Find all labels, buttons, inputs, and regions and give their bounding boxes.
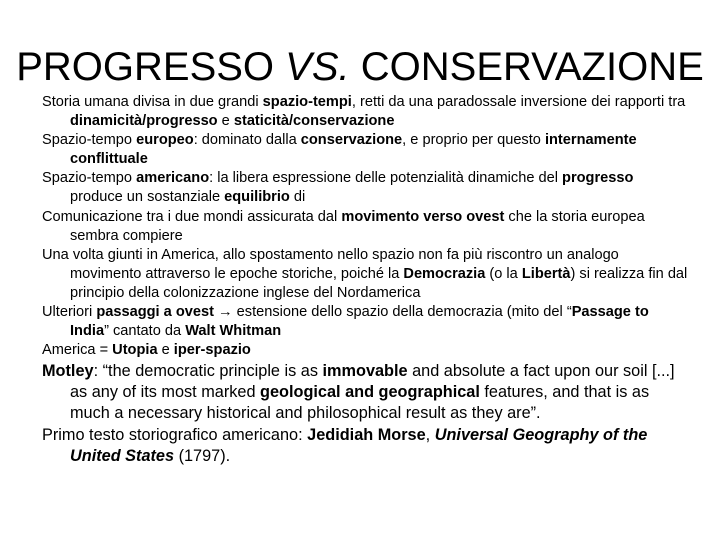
paragraph	[42, 131, 690, 169]
title-part-1: PROGRESSO	[16, 45, 286, 89]
paragraph	[42, 361, 690, 423]
text-segment: , e proprio per questo	[402, 132, 545, 149]
text-segment: features, and that is as much a necessary historical and philosophical result as they are”.	[70, 383, 650, 422]
text-segment: ,	[425, 425, 435, 444]
title-part-2: CONSERVAZIONE	[349, 45, 704, 89]
text-segment: ) si realizza fin dal principio della colonizzazione inglese del Nordamerica	[70, 265, 688, 301]
text-segment: and absolute a fact upon our soil [...] as any of its most marked	[70, 362, 675, 402]
text-segment: America =	[42, 342, 113, 359]
text-segment: produce un sostanziale	[70, 189, 225, 206]
text-segment: di	[289, 189, 306, 206]
text-segment: europeo	[136, 132, 194, 149]
text-segment: internamente conflittuale	[70, 132, 637, 168]
paragraph	[42, 208, 690, 246]
text-segment: dinamicità/progresso	[70, 113, 218, 130]
text-segment: Spazio-tempo	[42, 170, 137, 187]
text-segment: , retti da una paradossale inversione dei rapporti tra	[351, 94, 686, 110]
text-segment: : la libera espressione delle potenzialità dinamiche del	[209, 170, 563, 187]
text-segment: Passage to India	[70, 304, 649, 340]
text-segment: Libertà	[521, 265, 571, 282]
paragraph	[42, 169, 690, 207]
title-vs: VS.	[285, 45, 350, 89]
text-segment: ” cantato da	[104, 323, 186, 340]
text-segment: Utopia	[112, 342, 158, 359]
text-segment: Motley	[42, 362, 94, 381]
paragraph	[42, 93, 690, 131]
paragraph	[42, 341, 690, 360]
text-segment: staticità/conservazione	[233, 113, 395, 130]
text-segment: immovable	[322, 362, 408, 381]
text-segment: Primo testo storiografico americano:	[42, 425, 308, 444]
text-segment: passaggi a ovest	[96, 304, 214, 321]
paragraph	[42, 246, 690, 303]
text-segment: Una volta giunti in America, allo spostamento nello spazio non fa più riscontro un analogo movimento attraverso le epoche storiche, poiché la	[42, 246, 619, 282]
slide-title	[0, 44, 720, 90]
text-segment: : “the democratic principle is as	[93, 362, 323, 381]
slide-body	[42, 93, 690, 466]
text-segment: iper-spazio	[173, 342, 251, 359]
text-segment: conservazione	[300, 132, 403, 149]
text-segment: Walt Whitman	[185, 323, 282, 340]
text-segment: Storia umana divisa in due grandi	[42, 94, 263, 110]
text-segment: : dominato dalla	[193, 132, 301, 149]
text-segment: movimento verso ovest	[341, 208, 505, 225]
text-segment: progresso	[562, 170, 634, 187]
text-segment: (1797).	[174, 446, 231, 465]
text-segment: e	[157, 342, 174, 359]
text-segment: Universal Geography of the United States	[70, 425, 648, 465]
text-segment: geological and geographical	[260, 383, 480, 402]
paragraph	[42, 425, 690, 467]
text-segment: Comunicazione tra i due mondi assicurata dal	[42, 208, 342, 225]
text-segment: che la storia europea sembra compiere	[70, 208, 645, 244]
text-segment: equilibrio	[224, 189, 290, 206]
text-segment: Jedidiah Morse	[307, 425, 426, 444]
text-segment: (o la	[485, 265, 522, 282]
paragraph	[42, 303, 690, 341]
text-segment: Ulteriori	[42, 304, 97, 321]
text-segment: americano	[136, 170, 210, 187]
text-segment: Spazio-tempo	[42, 132, 137, 149]
text-segment: e	[217, 113, 234, 130]
text-segment: spazio-tempi	[262, 94, 352, 110]
text-segment: → estensione dello spazio della democrazia (mito del “	[213, 304, 572, 321]
text-segment: Democrazia	[403, 265, 486, 282]
